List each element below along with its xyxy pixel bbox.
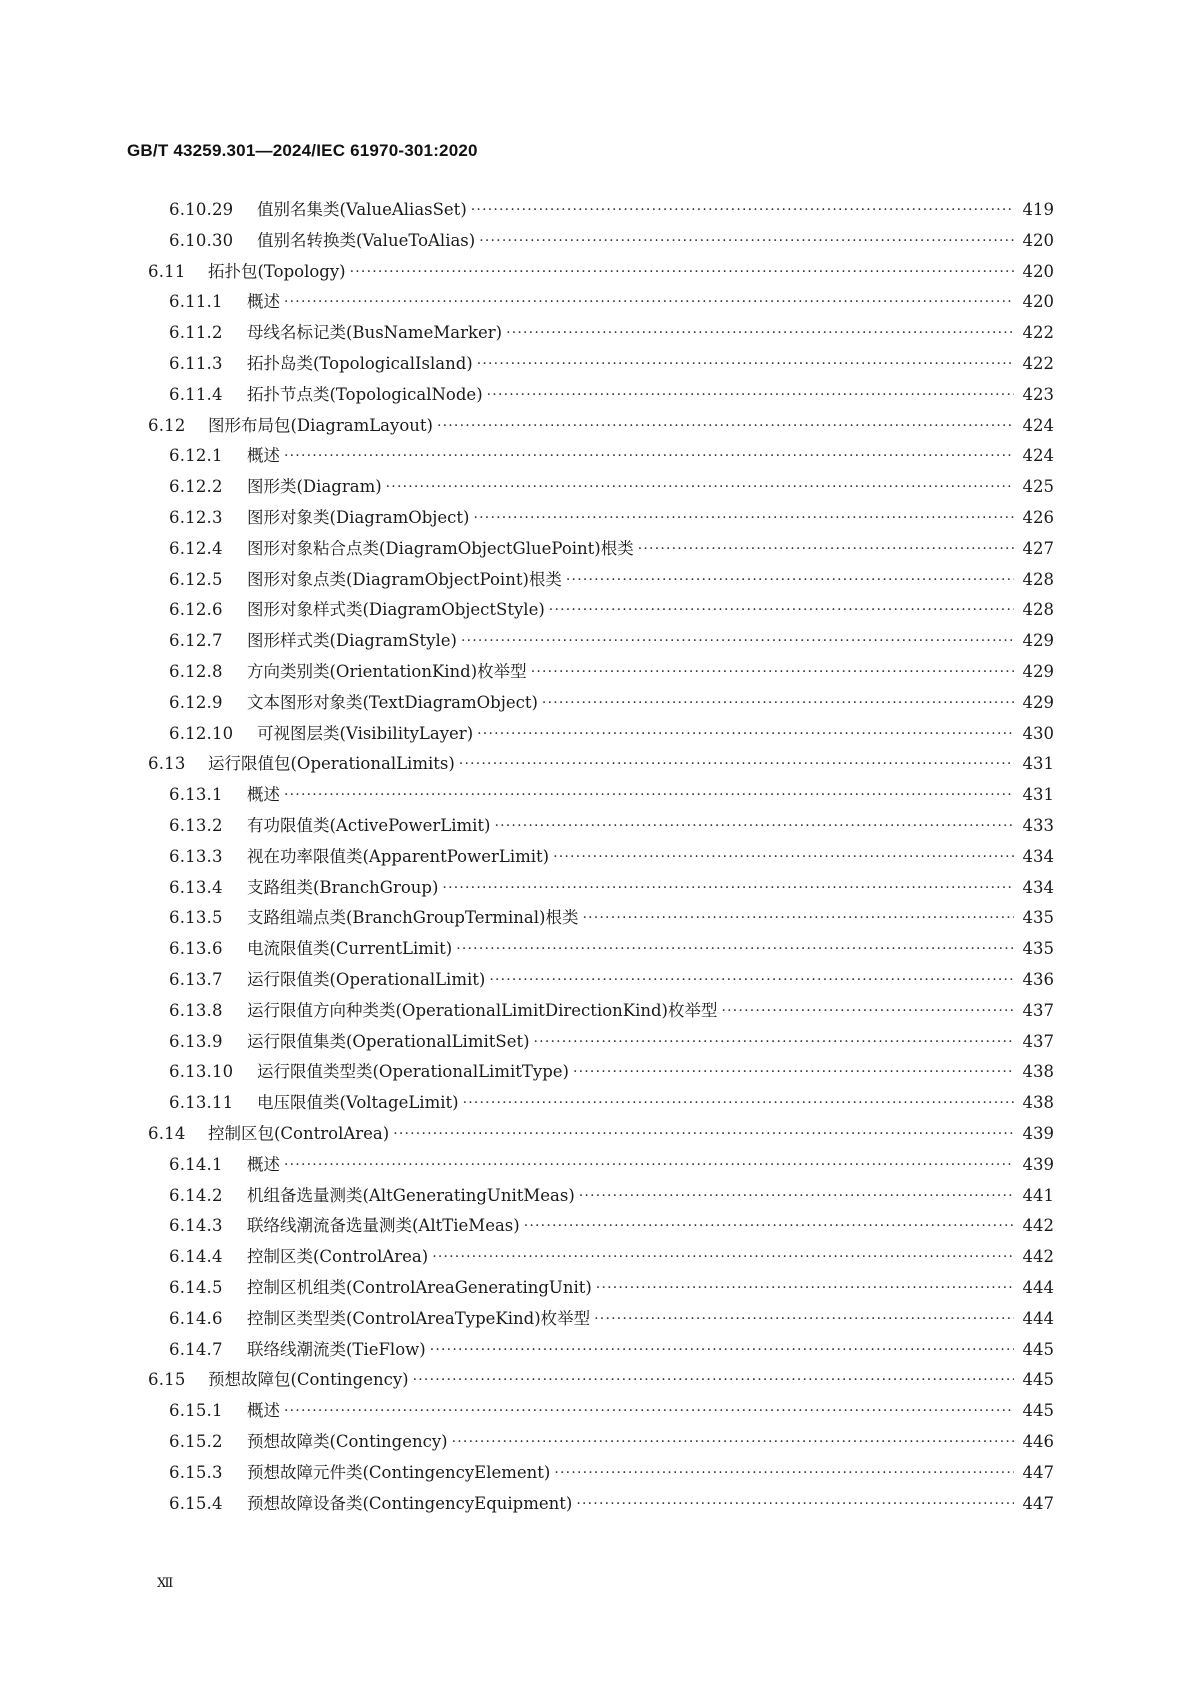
toc-entry-title: 电压限值类(VoltageLimit) [257, 1093, 459, 1113]
toc-entry[interactable] [169, 996, 1054, 1026]
toc-dot-leader [524, 1210, 1014, 1241]
toc-entry[interactable] [169, 226, 1054, 256]
toc-entry-page: 434 [1022, 877, 1054, 897]
toc-dot-leader [284, 440, 1014, 471]
toc-entry-page: 425 [1022, 477, 1054, 497]
toc-dot-leader [534, 1026, 1014, 1057]
toc-entry-page: 422 [1022, 323, 1054, 343]
toc-entry-title: 控制区类(ControlArea) [247, 1247, 429, 1267]
toc-entry-page: 445 [1022, 1401, 1054, 1421]
toc-entry[interactable] [169, 441, 1054, 471]
toc-entry[interactable] [169, 1242, 1054, 1272]
toc-entry-title: 概述 [247, 446, 280, 466]
toc-entry-page: 438 [1022, 1093, 1054, 1113]
toc-entry[interactable] [169, 595, 1054, 625]
toc-entry-title: 运行限值包(OperationalLimits) [208, 754, 455, 774]
toc-entry-number: 6.15.3 [169, 1462, 223, 1482]
toc-dot-leader [463, 1087, 1014, 1118]
toc-entry-page: 438 [1022, 1062, 1054, 1082]
toc-dot-leader [393, 1118, 1014, 1149]
toc-entry[interactable] [169, 1304, 1054, 1334]
toc-entry-page: 447 [1022, 1493, 1054, 1513]
toc-entry[interactable] [169, 934, 1054, 964]
toc-entry-page: 444 [1022, 1308, 1054, 1328]
toc-dot-leader [576, 1488, 1014, 1519]
toc-dot-leader [542, 687, 1014, 718]
toc-dot-leader [489, 964, 1014, 995]
toc-dot-leader [350, 256, 1014, 287]
toc-dot-leader [579, 1180, 1014, 1211]
toc-dot-leader [284, 1149, 1014, 1180]
toc-entry[interactable] [169, 842, 1054, 872]
toc-entry-number: 6.13.2 [169, 816, 223, 835]
toc-dot-leader [494, 810, 1014, 841]
toc-entry-title: 图形对象粘合点类(DiagramObjectGluePoint)根类 [247, 538, 634, 558]
toc-entry-number: 6.13.3 [169, 846, 223, 866]
toc-entry-number: 6.12.2 [169, 477, 223, 497]
toc-entry[interactable] [169, 903, 1054, 933]
toc-entry-page: 429 [1022, 631, 1054, 651]
toc-dot-leader [432, 1241, 1014, 1272]
toc-dot-leader [474, 502, 1015, 533]
toc-entry-title: 拓扑岛类(TopologicalIsland) [247, 354, 473, 373]
toc-entry-page: 442 [1022, 1216, 1054, 1236]
toc-entry-page: 426 [1022, 508, 1054, 527]
toc-entry[interactable] [169, 503, 1054, 533]
toc-entry-page: 424 [1022, 415, 1054, 435]
toc-entry-title: 概述 [247, 1154, 280, 1174]
toc-dot-leader [506, 317, 1014, 348]
toc-dot-leader [566, 564, 1014, 595]
toc-entry[interactable] [169, 1211, 1054, 1241]
toc-entry-number: 6.12.4 [169, 538, 223, 558]
toc-entry[interactable] [169, 657, 1054, 687]
toc-entry-number: 6.13.11 [169, 1093, 234, 1113]
toc-dot-leader [638, 533, 1014, 564]
toc-entry-number: 6.14.2 [169, 1185, 223, 1205]
toc-entry-page: 431 [1022, 754, 1054, 774]
toc-entry-title: 概述 [247, 1401, 280, 1421]
toc-entry[interactable] [169, 780, 1054, 810]
toc-entry-page: 423 [1022, 384, 1054, 404]
toc-entry-title: 值别名集类(ValueAliasSet) [257, 200, 467, 219]
toc-entry-page: 435 [1022, 939, 1054, 959]
toc-dot-leader [461, 625, 1014, 656]
toc-entry[interactable] [169, 1088, 1054, 1118]
toc-entry-page: 420 [1022, 292, 1054, 312]
toc-entry-page: 436 [1022, 970, 1054, 989]
toc-entry-title: 图形对象点类(DiagramObjectPoint)根类 [247, 569, 562, 589]
toc-entry-page: 419 [1022, 200, 1054, 219]
toc-entry-title: 预想故障包(Contingency) [208, 1370, 409, 1390]
toc-entry[interactable] [169, 1335, 1054, 1365]
toc-entry-page: 422 [1022, 354, 1054, 373]
toc-entry[interactable] [148, 257, 1054, 287]
toc-entry-title: 图形类(Diagram) [247, 477, 382, 497]
toc-dot-leader [479, 225, 1014, 256]
toc-entry-number: 6.11.3 [169, 354, 223, 373]
toc-entry[interactable] [169, 1427, 1054, 1457]
toc-entry-title: 拓扑节点类(TopologicalNode) [247, 384, 483, 404]
toc-entry-title: 图形布局包(DiagramLayout) [208, 415, 433, 435]
toc-entry[interactable] [169, 534, 1054, 564]
toc-entry[interactable] [169, 873, 1054, 903]
toc-dot-leader [531, 656, 1014, 687]
toc-entry-title: 支路组端点类(BranchGroupTerminal)根类 [247, 908, 579, 928]
toc-dot-leader [477, 718, 1014, 749]
toc-dot-leader [553, 841, 1014, 872]
toc-entry-title: 控制区包(ControlArea) [208, 1124, 390, 1143]
toc-entry-page: 445 [1022, 1339, 1054, 1359]
toc-entry-title: 运行限值类(OperationalLimit) [247, 970, 486, 989]
toc-entry-number: 6.11.1 [169, 292, 223, 312]
toc-entry[interactable] [169, 626, 1054, 656]
toc-entry-number: 6.10.29 [169, 200, 234, 219]
toc-entry-title: 图形对象类(DiagramObject) [247, 508, 470, 527]
toc-entry-number: 6.13.6 [169, 939, 223, 959]
toc-entry-number: 6.12.7 [169, 631, 223, 651]
toc-entry[interactable] [169, 1057, 1054, 1087]
toc-entry-number: 6.13.10 [169, 1062, 234, 1082]
toc-entry[interactable] [169, 965, 1054, 995]
toc-entry-number: 6.12.10 [169, 723, 234, 743]
toc-entry-page: 427 [1022, 538, 1054, 558]
toc-dot-leader [471, 194, 1014, 225]
toc-entry-title: 机组备选量测类(AltGeneratingUnitMeas) [247, 1185, 575, 1205]
toc-entry[interactable] [169, 287, 1054, 317]
toc-entry-title: 支路组类(BranchGroup) [247, 877, 439, 897]
toc-entry[interactable] [169, 1458, 1054, 1488]
toc-entry-number: 6.13.5 [169, 908, 223, 928]
toc-entry-title: 运行限值方向种类类(OperationalLimitDirectionKind)枚举型 [247, 1000, 718, 1020]
toc-entry[interactable] [148, 1119, 1054, 1149]
toc-entry-number: 6.14.1 [169, 1154, 223, 1174]
toc-entry-page: 434 [1022, 846, 1054, 866]
toc-dot-leader [487, 379, 1014, 410]
toc-entry[interactable] [169, 811, 1054, 841]
toc-dot-leader [573, 1056, 1014, 1087]
toc-entry[interactable] [169, 318, 1054, 348]
toc-entry-page: 428 [1022, 600, 1054, 620]
toc-entry-number: 6.14.4 [169, 1247, 223, 1267]
toc-entry-title: 母线名标记类(BusNameMarker) [247, 323, 503, 343]
toc-entry-number: 6.13.9 [169, 1031, 223, 1051]
toc-dot-leader [284, 1395, 1014, 1426]
toc-entry[interactable] [169, 565, 1054, 595]
toc-entry[interactable] [169, 1396, 1054, 1426]
toc-entry-number: 6.11.4 [169, 384, 223, 404]
toc-dot-leader [594, 1303, 1014, 1334]
toc-dot-leader [284, 286, 1014, 317]
toc-entry-number: 6.14.3 [169, 1216, 223, 1236]
toc-entry-title: 控制区机组类(ControlAreaGeneratingUnit) [247, 1278, 592, 1297]
toc-dot-leader [437, 410, 1014, 441]
toc-entry-page: 437 [1022, 1000, 1054, 1020]
toc-dot-leader [549, 594, 1014, 625]
toc-entry-page: 429 [1022, 692, 1054, 712]
toc-dot-leader [459, 748, 1014, 779]
toc-entry-page: 428 [1022, 569, 1054, 589]
toc-entry-number: 6.15.1 [169, 1401, 223, 1421]
toc-entry-page: 442 [1022, 1247, 1054, 1267]
toc-dot-leader [442, 872, 1014, 903]
toc-entry[interactable] [148, 1365, 1054, 1395]
toc-entry-number: 6.14 [148, 1124, 186, 1143]
toc-entry-number: 6.11 [148, 261, 186, 281]
toc-entry-page: 437 [1022, 1031, 1054, 1051]
toc-dot-leader [477, 348, 1014, 379]
toc-entry[interactable] [169, 1489, 1054, 1519]
toc-entry-page: 439 [1022, 1154, 1054, 1174]
toc-entry[interactable] [169, 195, 1054, 225]
toc-entry-title: 有功限值类(ActivePowerLimit) [247, 816, 491, 835]
toc-entry-number: 6.10.30 [169, 230, 234, 250]
toc-entry-title: 运行限值类型类(OperationalLimitType) [257, 1062, 569, 1082]
toc-dot-leader [456, 933, 1014, 964]
toc-entry-title: 运行限值集类(OperationalLimitSet) [247, 1031, 530, 1051]
toc-dot-leader [554, 1457, 1014, 1488]
toc-entry-title: 视在功率限值类(ApparentPowerLimit) [247, 846, 550, 866]
toc-entry-number: 6.12 [148, 415, 186, 435]
toc-entry-title: 概述 [247, 292, 280, 312]
toc-entry-number: 6.13.4 [169, 877, 223, 897]
toc-entry[interactable] [148, 749, 1054, 779]
toc-entry-title: 控制区类型类(ControlAreaTypeKind)枚举型 [247, 1308, 591, 1328]
toc-entry-number: 6.14.5 [169, 1278, 223, 1297]
toc-entry-page: 446 [1022, 1432, 1054, 1451]
toc-entry-page: 430 [1022, 723, 1054, 743]
toc-entry-number: 6.12.9 [169, 692, 223, 712]
toc-entry-page: 420 [1022, 230, 1054, 250]
toc-entry-title: 值别名转换类(ValueToAlias) [257, 230, 476, 250]
toc-entry-number: 6.14.7 [169, 1339, 223, 1359]
toc-entry-title: 方向类别类(OrientationKind)枚举型 [247, 662, 527, 681]
toc-entry-page: 447 [1022, 1462, 1054, 1482]
toc-entry-page: 420 [1022, 261, 1054, 281]
toc-entry-page: 424 [1022, 446, 1054, 466]
toc-entry-title: 预想故障设备类(ContingencyEquipment) [247, 1493, 573, 1513]
toc-entry-number: 6.12.1 [169, 446, 223, 466]
toc-entry-title: 图形对象样式类(DiagramObjectStyle) [247, 600, 545, 620]
toc-entry[interactable] [169, 1027, 1054, 1057]
toc-entry[interactable] [169, 719, 1054, 749]
toc-entry[interactable] [169, 688, 1054, 718]
toc-entry[interactable] [169, 472, 1054, 502]
toc-entry-number: 6.13.1 [169, 785, 223, 805]
toc-dot-leader [721, 995, 1014, 1026]
toc-entry-title: 文本图形对象类(TextDiagramObject) [247, 692, 538, 712]
toc-entry-page: 435 [1022, 908, 1054, 928]
toc-entry-page: 433 [1022, 816, 1054, 835]
toc-entry-number: 6.13.7 [169, 970, 223, 989]
toc-entry[interactable] [169, 1181, 1054, 1211]
toc-entry-number: 6.15 [148, 1370, 186, 1390]
toc-entry-number: 6.12.3 [169, 508, 223, 527]
toc-entry[interactable] [169, 380, 1054, 410]
toc-entry-page: 445 [1022, 1370, 1054, 1390]
toc-entry-title: 预想故障元件类(ContingencyElement) [247, 1462, 551, 1482]
toc-entry-page: 444 [1022, 1278, 1054, 1297]
toc-entry-page: 431 [1022, 785, 1054, 805]
toc-dot-leader [413, 1364, 1014, 1395]
toc-entry-title: 电流限值类(CurrentLimit) [247, 939, 453, 959]
toc-entry-number: 6.11.2 [169, 323, 223, 343]
toc-entry-title: 图形样式类(DiagramStyle) [247, 631, 457, 651]
toc-entry-title: 概述 [247, 785, 280, 805]
toc-entry-title: 拓扑包(Topology) [208, 261, 346, 281]
toc-entry-number: 6.12.5 [169, 569, 223, 589]
toc-dot-leader [596, 1272, 1014, 1303]
toc-entry[interactable] [169, 349, 1054, 379]
toc-entry[interactable] [169, 1273, 1054, 1303]
toc-dot-leader [582, 902, 1014, 933]
toc-entry[interactable] [148, 411, 1054, 441]
toc-entry-number: 6.15.4 [169, 1493, 223, 1513]
toc-entry-title: 联络线潮流类(TieFlow) [247, 1339, 426, 1359]
toc-entry-number: 6.15.2 [169, 1432, 223, 1451]
toc-entry-page: 441 [1022, 1185, 1054, 1205]
toc-entry-number: 6.14.6 [169, 1308, 223, 1328]
toc-entry-number: 6.12.6 [169, 600, 223, 620]
toc-dot-leader [430, 1334, 1014, 1365]
toc-entry-title: 可视图层类(VisibilityLayer) [257, 723, 474, 743]
toc-entry-number: 6.13 [148, 754, 186, 774]
toc-dot-leader [452, 1426, 1014, 1457]
toc-dot-leader [284, 779, 1014, 810]
toc-dot-leader [386, 471, 1014, 502]
toc-entry-title: 联络线潮流备选量测类(AltTieMeas) [247, 1216, 520, 1236]
toc-entry-page: 429 [1022, 662, 1054, 681]
toc-entry[interactable] [169, 1150, 1054, 1180]
document-header: GB/T 43259.301—2024/IEC 61970-301:2020 [127, 141, 478, 160]
toc-entry-page: 439 [1022, 1124, 1054, 1143]
page-number: Ⅻ [157, 1576, 174, 1591]
toc-entry-title: 预想故障类(Contingency) [247, 1432, 448, 1451]
toc-entry-number: 6.13.8 [169, 1000, 223, 1020]
toc-entry-number: 6.12.8 [169, 662, 223, 681]
